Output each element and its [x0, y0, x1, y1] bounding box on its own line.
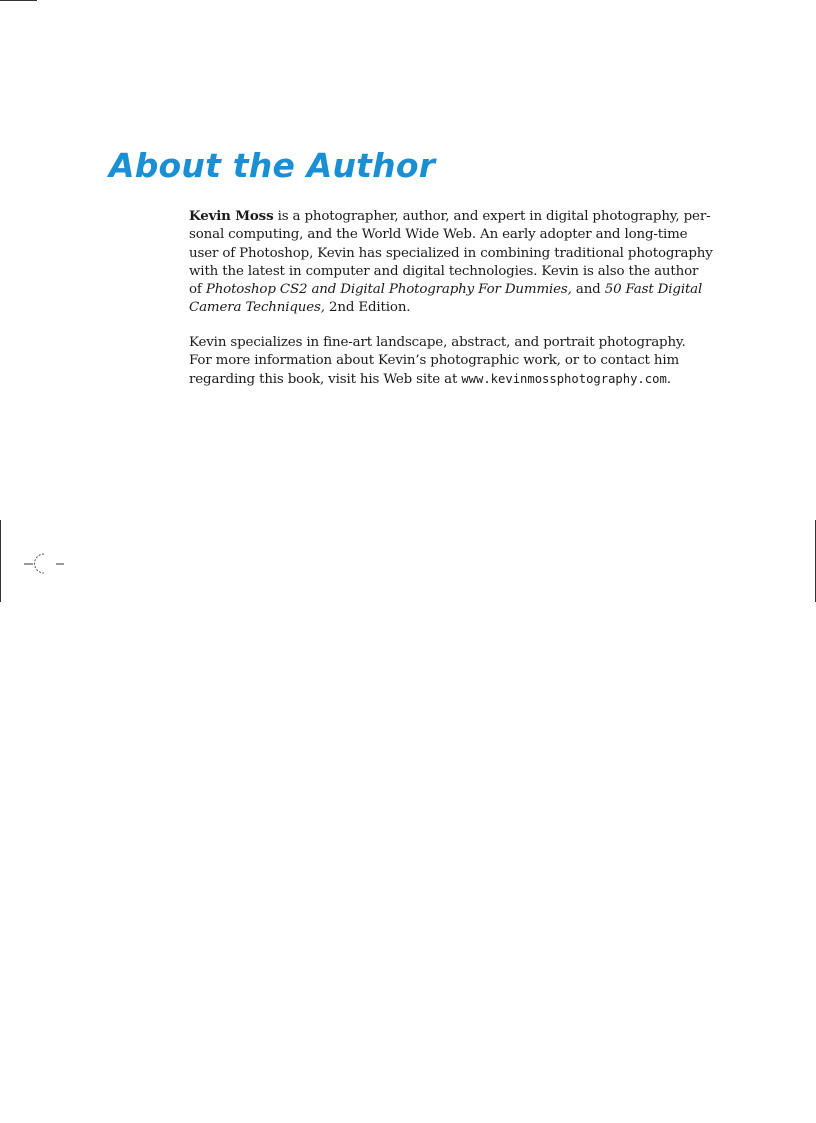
page-title: About the Author: [109, 146, 436, 185]
bio-line: user of Photoshop, Kevin has specialized in combining traditional photography: [189, 245, 713, 261]
book-title: 50 Fast Digital: [604, 282, 703, 298]
bio-text: is a photographer, author, and expert in digital photography, per-: [273, 209, 711, 224]
contact-text: .: [666, 372, 671, 388]
bio-text: of: [189, 282, 206, 298]
contact-line: [189, 370, 711, 389]
registration-mark-icon: [24, 551, 68, 575]
contact-paragraph: [189, 334, 711, 390]
bio-text: and: [571, 282, 605, 298]
website-link[interactable]: www.kevinmossphotography.com: [461, 372, 667, 387]
crop-mark-left: [0, 520, 1, 602]
bio-line: sonal computing, and the World Wide Web. An early adopter and long-time: [189, 227, 688, 243]
bio-line: [189, 281, 711, 299]
bio-line: [189, 299, 711, 317]
bio-line: with the latest in computer and digital technologies. Kevin is also the author: [189, 263, 699, 279]
crop-mark-top: [0, 0, 37, 1]
contact-line: Kevin specializes in fine-art landscape, abstract, and portrait photography.: [189, 334, 686, 350]
book-title: Photoshop CS2 and Digital Photography For Dummies,: [205, 282, 572, 298]
author-bio: [189, 207, 711, 390]
author-name: Kevin Moss: [189, 208, 274, 224]
bio-text: 2nd Edition.: [324, 300, 411, 316]
contact-text: regarding this book, visit his Web site at: [189, 372, 462, 388]
contact-line: For more information about Kevin’s photographic work, or to contact him: [189, 353, 680, 369]
bio-line: [189, 207, 711, 226]
bio-paragraph: [189, 207, 711, 318]
book-title: Camera Techniques,: [189, 300, 325, 316]
